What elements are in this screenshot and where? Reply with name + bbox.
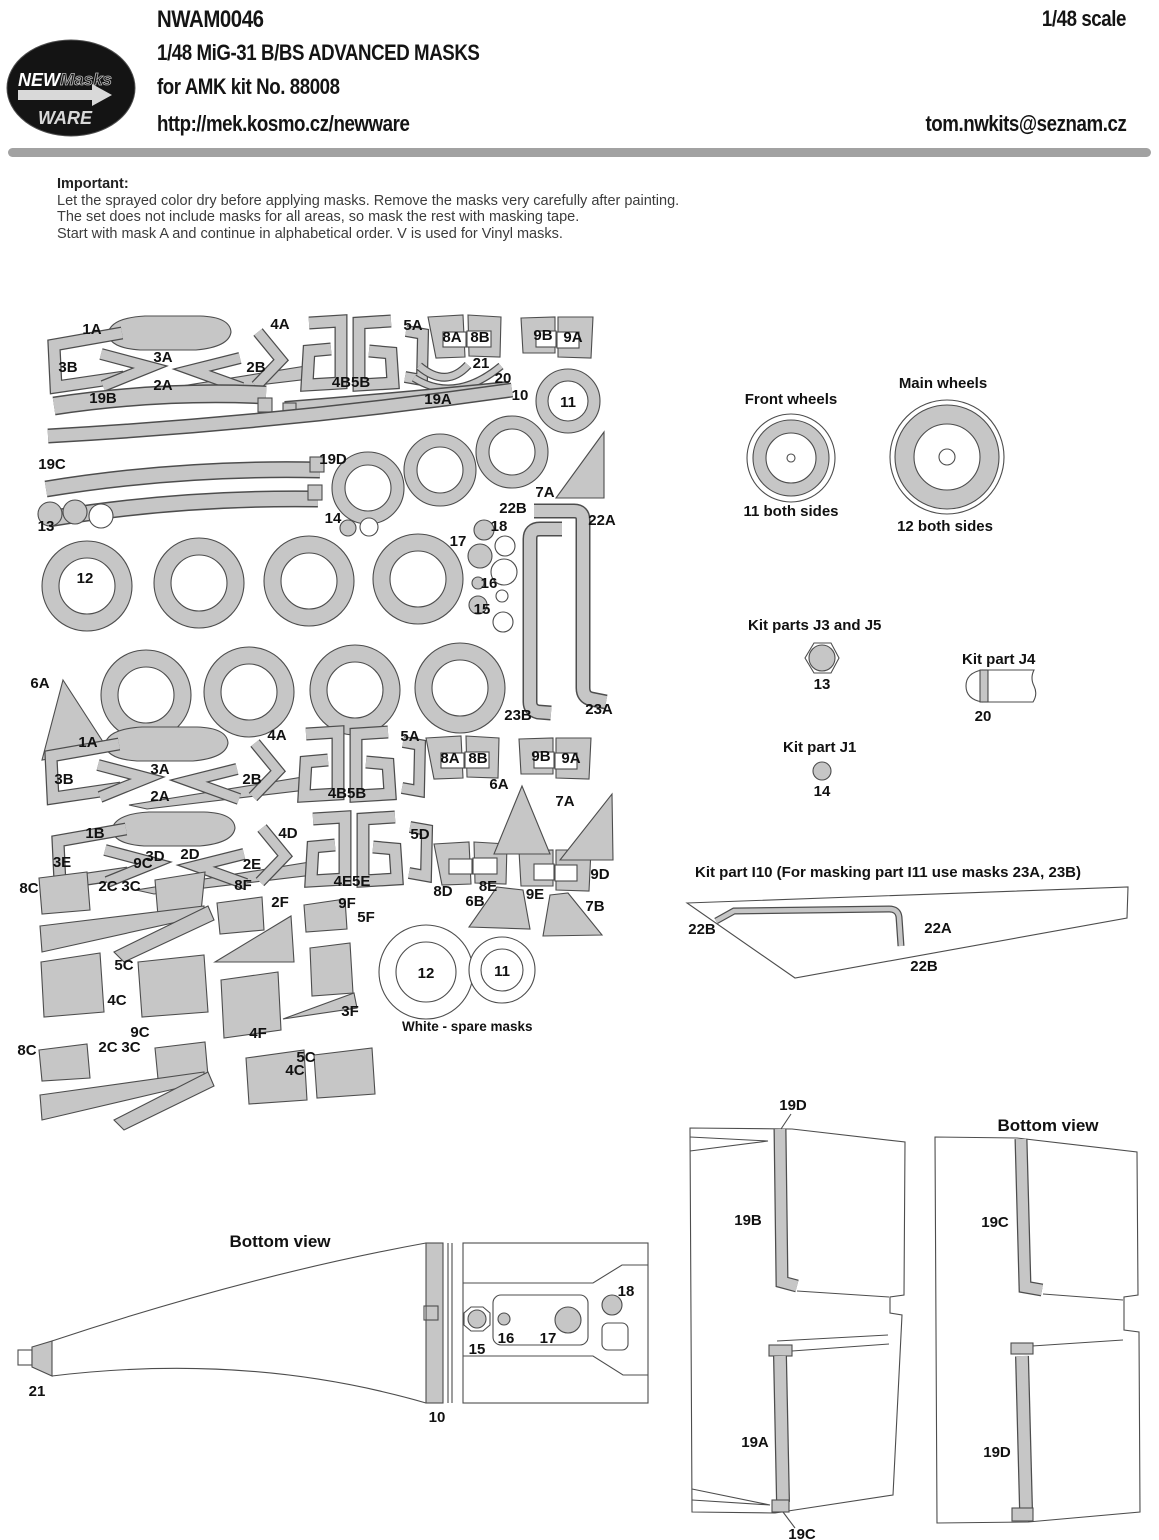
mask-label: 3D — [145, 848, 165, 865]
mask-label: 2C — [98, 878, 118, 895]
wheel-ring-mask — [310, 645, 400, 735]
panel-line — [692, 1489, 770, 1505]
small-mask-pair-8 — [428, 315, 501, 358]
mask-label: 17 — [539, 1330, 557, 1347]
important-line-1: Let the sprayed color dry before applying masks. Remove the masks very carefully after painting. — [57, 192, 680, 209]
wheel-ring-mask — [154, 538, 244, 628]
mask-label: 16 — [497, 1330, 515, 1347]
mask-label: 19D — [319, 451, 347, 468]
mask-label: 2D — [180, 846, 200, 863]
mask-label: 22A — [588, 512, 616, 529]
mask-label: 2B — [246, 359, 266, 376]
kit-j4-number: 20 — [974, 708, 992, 725]
sheet-title: 1/48 MiG-31 B/BS ADVANCED MASKS — [157, 40, 480, 65]
small-mask-pair-8 — [426, 736, 499, 779]
mask-label: 3B — [54, 771, 74, 788]
kit-j4-title: Kit part J4 — [962, 651, 1036, 668]
mask-label: 4B5B — [327, 785, 367, 802]
quad-mask-8F — [217, 897, 264, 934]
strip-foot — [772, 1500, 789, 1512]
mask-label: 5D — [410, 826, 430, 843]
kit-i10-title: Kit part I10 (For masking part I11 use masks 23A, 23B) — [695, 864, 1081, 881]
main-wheel-diagram — [890, 400, 1004, 514]
mask-label: 4C — [285, 1062, 305, 1079]
important-line-2: The set does not include masks for all areas, so mask the rest with masking tape. — [57, 209, 580, 225]
mask-label: 3E — [52, 854, 72, 871]
mask-label: 9F — [338, 895, 356, 912]
nose-bottom-view — [18, 1232, 648, 1426]
mask-label: 2C — [98, 1039, 118, 1056]
sheet-code: NWAM0046 — [157, 6, 264, 33]
kit-j4-diagram — [966, 670, 1036, 702]
strip-head — [769, 1345, 792, 1356]
mask-label: 8C — [17, 1042, 37, 1059]
panel-line — [777, 1335, 888, 1341]
mask-label: 3C — [121, 878, 141, 895]
spare-masks-note: White - spare masks — [402, 1019, 533, 1034]
front-wheel-diagram — [747, 414, 835, 502]
mask-label: 14 — [324, 510, 342, 527]
mask-label: 19D — [983, 1444, 1011, 1461]
mask-label: 4A — [270, 316, 290, 333]
contact-email: tom.nwkits@seznam.cz — [925, 111, 1126, 136]
strip-mask-22A — [534, 511, 606, 702]
mask-label: 3C — [121, 1039, 141, 1056]
dot-mask-16 — [498, 1313, 510, 1325]
mask-label: 2A — [153, 377, 173, 394]
mask-label: 19A — [424, 391, 452, 408]
panel-outline — [935, 1137, 1140, 1523]
scale-note: 1/48 scale — [1041, 6, 1126, 31]
mask-label: 5C — [114, 957, 134, 974]
panel-line — [690, 1137, 768, 1151]
mask-label: 4C — [107, 992, 127, 1009]
quad-mask-5C — [41, 953, 104, 1017]
aft-bottom-view-left — [690, 1097, 905, 1540]
triangle-mask-6A — [494, 786, 550, 854]
mask-label: 19C — [38, 456, 66, 473]
mask-label: 5C — [296, 1049, 316, 1066]
aft-view-title: Bottom view — [997, 1116, 1099, 1135]
pointer-line — [781, 1114, 791, 1129]
main-wheels-title: Main wheels — [898, 375, 988, 392]
mask-label: 1A — [78, 734, 98, 751]
mask-label: 19A — [741, 1434, 769, 1451]
mask-label: 7A — [535, 484, 555, 501]
mask-label: 21 — [472, 355, 490, 372]
nose-outline-bottom — [52, 1368, 426, 1403]
panel-line — [463, 1265, 648, 1283]
mask-label: 8A — [440, 750, 460, 767]
kit-j3j5-diagram — [805, 643, 839, 673]
nose-outline-top — [52, 1243, 426, 1341]
mask-label: 4F — [249, 1025, 267, 1042]
mask-sheet-cluster1 — [38, 315, 606, 760]
mask-label: 7B — [585, 898, 605, 915]
logo-word-new: NEW — [18, 70, 60, 90]
mask-label: 4A — [267, 727, 287, 744]
mask-label: 6B — [465, 893, 485, 910]
mask-label: 3A — [150, 761, 170, 778]
ring-mask — [404, 434, 476, 506]
mask-label: 9A — [561, 750, 581, 767]
strip-mask-10 — [426, 1243, 443, 1403]
quad-mask-5C — [314, 1048, 375, 1098]
mask-label: 12 — [417, 965, 435, 982]
mask-label: 2E — [242, 856, 262, 873]
kit-j3j5-number: 13 — [813, 676, 831, 693]
mask-label: 9D — [590, 866, 610, 883]
mask-label: 1A — [82, 321, 102, 338]
quad-mask-8C — [39, 1044, 90, 1081]
mask-label: 2B — [242, 771, 262, 788]
mask-label: 19D — [779, 1097, 807, 1114]
nose-view-title: Bottom view — [229, 1232, 331, 1251]
logo-word-ware: WARE — [38, 108, 92, 128]
mask-label: 9B — [533, 327, 553, 344]
panel-outline — [690, 1128, 905, 1513]
mask-label: 8B — [468, 750, 488, 767]
kit-j1-diagram — [813, 762, 831, 780]
mask-label: 11 — [560, 394, 576, 411]
mask-label: 15 — [468, 1341, 486, 1358]
dot-mask-17 — [555, 1307, 581, 1333]
mask-label: 13 — [37, 518, 55, 535]
panel-line — [792, 1344, 889, 1351]
aft-bottom-view-right — [935, 1116, 1140, 1523]
mask-label: 8A — [442, 329, 462, 346]
panel-line — [797, 1291, 889, 1297]
mask-label: 9E — [525, 886, 545, 903]
mask-label: 23B — [504, 707, 532, 724]
mask-label: 19C — [981, 1214, 1009, 1231]
mask-label: 21 — [28, 1383, 46, 1400]
mask-label: 16 — [480, 575, 498, 592]
band-step — [258, 398, 272, 412]
mask-label: 5A — [403, 317, 423, 334]
quad-mask-5F — [310, 943, 353, 996]
mask-label: 18 — [617, 1283, 635, 1300]
mask-sheet-cluster2 — [39, 727, 613, 1130]
important-line-3: Start with mask A and continue in alphabetical order. V is used for Vinyl masks. — [57, 225, 563, 242]
mask-label: 2A — [150, 788, 170, 805]
wheel-ring-mask — [264, 536, 354, 626]
mask-label: 22A — [924, 920, 952, 937]
mask-label: 5F — [357, 909, 375, 926]
sheet-url: http://mek.kosmo.cz/newware — [157, 111, 410, 136]
mask-label: 5A — [400, 728, 420, 745]
mask-label: 23A — [585, 701, 613, 718]
kit-j1-number: 14 — [813, 783, 831, 800]
front-wheels-title: Front wheels — [744, 391, 838, 408]
mask-label: 22B — [499, 500, 527, 517]
mask-label: 19B — [89, 390, 117, 407]
dot-mask-15 — [468, 1310, 486, 1328]
strip-foot — [1012, 1508, 1033, 1521]
quad-mask-4C — [138, 955, 208, 1017]
mask-label: 9C — [130, 1024, 150, 1041]
mask-label: 2F — [271, 894, 289, 911]
mask-label: 19C — [788, 1526, 816, 1540]
mask-label: 22B — [688, 921, 716, 938]
mask-label: 22B — [910, 958, 938, 975]
mask-label: 10 — [511, 387, 529, 404]
important-heading: Important: — [57, 176, 129, 192]
mask-label: 18 — [490, 518, 508, 535]
mask-label: 8D — [433, 883, 453, 900]
square-port — [602, 1323, 628, 1350]
mask-label: 8B — [470, 329, 490, 346]
mask-label: 12 — [76, 570, 94, 587]
ring-mask — [476, 416, 548, 488]
mask-label: 8C — [19, 880, 39, 897]
strip-head — [1011, 1343, 1033, 1354]
kit-j1-title: Kit part J1 — [783, 739, 857, 756]
kit-i10-diagram — [687, 887, 1128, 978]
panel-line — [1043, 1294, 1123, 1300]
main-wheels-caption: 12 both sides — [897, 518, 993, 535]
mask-label: 6A — [30, 675, 50, 692]
panel-line — [1032, 1340, 1123, 1346]
logo-word-masks: Masks — [60, 70, 112, 89]
mask-label: 8F — [234, 877, 252, 894]
mask-label: 9A — [563, 329, 583, 346]
mask-label: 3B — [58, 359, 78, 376]
mask-label: 6A — [489, 776, 509, 793]
panel-line — [463, 1356, 648, 1375]
mask-label: 19B — [734, 1212, 762, 1229]
mask-label: 17 — [449, 533, 467, 550]
triangle-mask-7A — [556, 432, 604, 498]
wheel-ring-mask — [415, 643, 505, 733]
mask-label: 3F — [341, 1003, 359, 1020]
mask-label: 4D — [278, 825, 298, 842]
mask-label: 15 — [473, 601, 491, 618]
quad-mask-8C — [39, 872, 90, 914]
kit-parts-reference — [687, 617, 1128, 978]
mask-label: 8E — [478, 878, 498, 895]
kit-j3j5-title: Kit parts J3 and J5 — [748, 617, 882, 634]
mask-label: 20 — [494, 370, 512, 387]
mask-label: 4E5E — [333, 873, 371, 890]
mask-label: 9B — [531, 748, 551, 765]
wheel-ring-mask — [204, 647, 294, 737]
mask-label: 4B5B — [331, 374, 371, 391]
mask-label: 11 — [494, 963, 510, 980]
nose-tip-mask-21 — [32, 1341, 52, 1376]
front-wheels-caption: 11 both sides — [743, 503, 839, 520]
pitot-tip — [18, 1350, 32, 1365]
mask-label: 1B — [85, 825, 105, 842]
wheels-reference — [743, 375, 1004, 535]
sheet-subtitle: for AMK kit No. 88008 — [157, 74, 340, 99]
band-step — [308, 485, 322, 500]
mask-label: 3A — [153, 349, 173, 366]
mask-label: 7A — [555, 793, 575, 810]
mask-label: 10 — [428, 1409, 446, 1426]
mask-label: 9C — [133, 855, 153, 872]
